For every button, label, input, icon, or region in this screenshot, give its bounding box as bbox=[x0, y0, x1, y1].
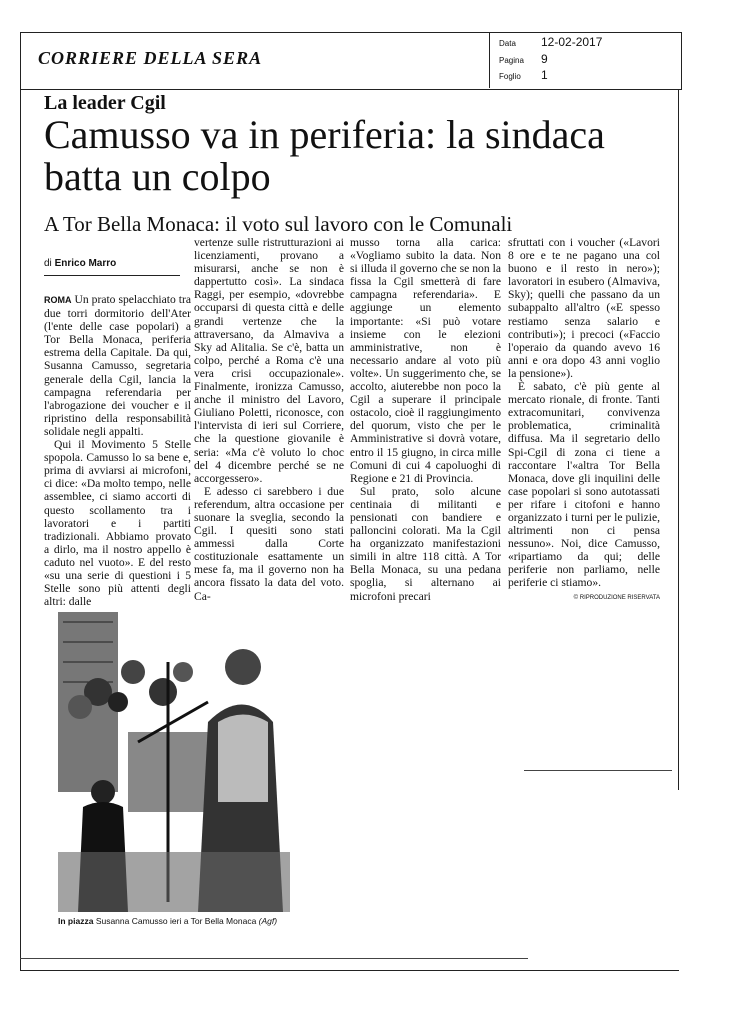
article-column-2 bbox=[194, 236, 344, 603]
meta-row-date bbox=[499, 33, 602, 51]
article-subhead: A Tor Bella Monaca: il voto sul lavoro con le Comunali bbox=[44, 212, 513, 236]
paragraph: Un prato spelacchiato tra due torri dormitorio dell'Ater (l'ente delle case popolari) a Tor Bella Monaca, periferia estrema della Capitale. Da qui, Susanna Camusso, segretaria generale della Cgil, lancia la campagna referendaria per l'abrogazione dei voucher e il ripristino della responsabilità solidale negli appalti. bbox=[44, 293, 191, 438]
byline-author: Enrico Marro bbox=[54, 258, 117, 269]
reproduction-notice: © RIPRODUZIONE RISERVATA bbox=[573, 594, 660, 601]
meta-key: Foglio bbox=[499, 72, 521, 81]
caption-text: Susanna Camusso ieri a Tor Bella Monaca bbox=[95, 916, 257, 926]
caption-lead: In piazza bbox=[58, 916, 94, 926]
meta-key: Pagina bbox=[499, 56, 524, 65]
paragraph: Sul prato, solo alcune centinaia di militanti e pensionati con bandiere e palloncini colorati. Ma la Cgil ha organizzato manifestazioni simili in altre 118 città. A Tor Bella Monaca, su una pedana spoglia, si alternano ai microfoni precari bbox=[350, 484, 501, 603]
meta-value: 9 bbox=[541, 52, 548, 66]
paragraph: musso torna alla carica: «Vogliamo subito la data. Non si illuda il governo che se non la fissa la Cgil smetterà di fare campagna referendaria». E aggiunge un elemento importante: «Si può votare insieme con le elezioni amministrative, non è necessario andare al voto più volte». Un suggerimento che, se accolto, aiuterebbe non poco la Cgil a superare il principale ostacolo, cioè il raggiungimento del quorum, visto che per le Amministrative si dovrà votare, entro il 15 giugno, in circa mille Comuni di cui 4 capoluoghi di Regione e 21 di Provincia. bbox=[350, 236, 501, 485]
paragraph: sfruttati con i voucher («Lavori 8 ore e te ne pagano una col buono e il resto in nero»); lavoratori in esubero (Almaviva, Sky); quelli che passano da un subappalto all'altro («E spesso restiamo senza salario e contributi»); i precoci («Faccio l'operaio da quando avevo 16 anni e ora dopo 43 anni voglio la pensione»). bbox=[508, 236, 660, 380]
article-column-1 bbox=[44, 293, 191, 608]
article-frame-right bbox=[678, 90, 679, 790]
meta-value: 12-02-2017 bbox=[541, 35, 603, 49]
meta-key: Data bbox=[499, 39, 516, 48]
article-column-3 bbox=[350, 236, 501, 603]
paragraph: vertenze sulle ristrutturazioni ai licenziamenti, provano a misurarsi, anche se non è dappertutto così». La sindaca Raggi, per esempio, «dovrebbe occuparsi di questa città e delle grandi vertenze che la attraversano, da Almaviva a Sky ad Alitalia. Se c'è, batta un colpo, perché a Roma c'è una vera crisi occupazionale». Finalmente, ironizza Camusso, anche il ministro del Lavoro, Giuliano Poletti, riconosce, con l'intervista di ieri sul Corriere, che la questione giovanile è seria: «Ma c'è voluto lo choc del 4 dicembre perché se ne accorgessero». bbox=[194, 236, 344, 485]
caption-credit: (Agf) bbox=[258, 916, 278, 926]
article-column-4 bbox=[508, 236, 660, 605]
article-kicker: La leader Cgil bbox=[44, 92, 166, 114]
divider bbox=[20, 958, 528, 959]
byline-prefix: di bbox=[44, 258, 52, 269]
meta-row-sheet bbox=[499, 66, 548, 84]
photo-illustration bbox=[58, 612, 290, 912]
paragraph: Qui il Movimento 5 Stelle spopola. Camusso lo sa bene e, prima di avviarsi ai microfoni, ci dice: «Da molto tempo, nelle assemblee, ci siamo accorti di questo scollamento tra i lavoratori e i partiti tradizionali. Abbiamo provato a dirlo, ma il nostro appello è caduto nel vuoto». E del resto «su una serie di questioni i 5 Stelle sono più attenti degli altri: dalle bbox=[44, 438, 191, 609]
masthead: CORRIERE DELLA SERA bbox=[38, 48, 263, 68]
paragraph: È sabato, c'è più gente al mercato rionale, di fronte. Tanti extracomunitari, convivenza problematica, criminalità diffusa. Ma il segretario dello Spi-Cgil di zona ci tiene a raccontare l'«altra Tor Bella Monaca, dove gli inquilini delle case popolari si sono autotassati per rifare i citofoni e hanno organizzato i turni per le pulizie, altrimenti non ci pensa nessuno». Noi, dice Camusso, «ripartiamo da qui; delle periferie non parliamo, nelle periferie ci stiamo». bbox=[508, 380, 660, 590]
divider bbox=[524, 770, 672, 771]
photo-caption bbox=[58, 916, 277, 926]
article-headline: Camusso va in periferia: la sindaca batta un colpo bbox=[44, 112, 605, 199]
dateline: ROMA bbox=[44, 295, 72, 305]
byline bbox=[44, 258, 180, 276]
meta-value: 1 bbox=[541, 68, 548, 82]
paragraph: E adesso ci sarebbero i due referendum, altra occasione per suonare la sveglia, secondo la Cgil. I quesiti sono stati ammessi dalla Corte costituzionale esattamente un mese fa, ma il governo non ha ancora fissato la data del voto. Ca- bbox=[194, 484, 344, 603]
article-photo bbox=[58, 612, 290, 912]
